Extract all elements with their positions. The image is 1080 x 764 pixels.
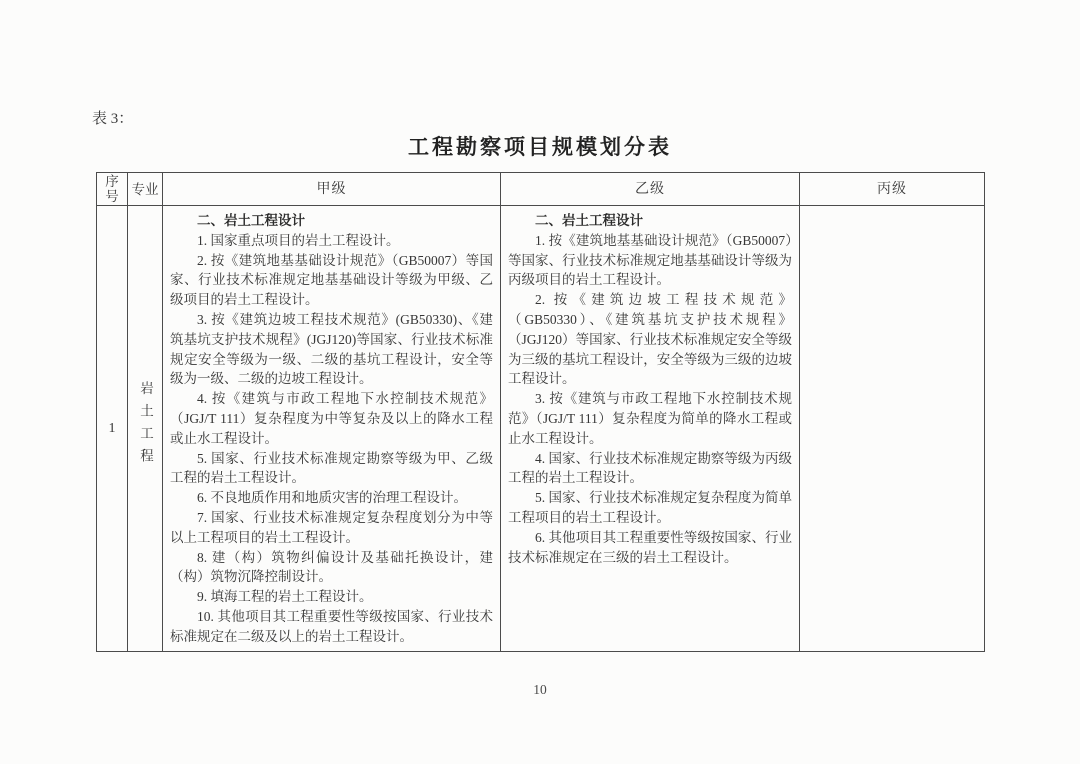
page-title: 工程勘察项目规模划分表 — [408, 135, 672, 159]
table-row — [97, 206, 985, 652]
grade-a-item: 3. 按《建筑边坡工程技术规范》(GB50330)、《建筑基坑支护技术规程》(JGJ120)等国家、行业技术标准规定安全等级为一级、二级的基坑工程设计，安全等级为一级、二级的边坡工程设计。 — [170, 311, 493, 387]
grade-a-item: 2. 按《建筑地基基础设计规范》（GB50007）等国家、行业技术标准规定地基基础设计等级为甲级、乙级项目的岩土工程设计。 — [170, 252, 493, 308]
specialty-label: 岩土工程 — [138, 381, 153, 471]
grade-b-item: 2. 按《建筑边坡工程技术规范》（GB50330）、《建筑基坑支护技术规程》（JGJ120）等国家、行业技术标准规定安全等级为三级的基坑工程设计，安全等级为三级的边坡工程设计。 — [508, 292, 792, 387]
col-header-index: 序号 — [97, 173, 128, 206]
col-header-grade-c: 丙级 — [800, 173, 985, 206]
page-number: 10 — [533, 682, 547, 697]
grade-table — [96, 172, 985, 652]
grade-a-item: 7. 国家、行业技术标准规定复杂程度划分为中等以上工程项目的岩土工程设计。 — [170, 509, 493, 545]
grade-b-item: 3. 按《建筑与市政工程地下水控制技术规范》（JGJ/T 111）复杂程度为简单的降水工程或止水工程设计。 — [508, 391, 792, 446]
col-header-specialty: 专业 — [128, 173, 163, 206]
grade-a-item: 6. 不良地质作用和地质灾害的治理工程设计。 — [197, 490, 467, 506]
grade-b-item: 1. 按《建筑地基基础设计规范》（GB50007）等国家、行业技术标准规定地基基础设计等级为丙级项目的岩土工程设计。 — [508, 232, 792, 288]
grade-c-cell — [800, 206, 985, 652]
row-index-cell: 1 — [97, 206, 128, 652]
grade-b-item: 6. 其他项目其工程重要性等级按国家、行业技术标准规定在三级的岩土工程设计。 — [508, 529, 792, 565]
col-header-grade-b: 乙级 — [501, 173, 800, 206]
table-label: 表 3： — [92, 111, 134, 127]
grade-b-item: 5. 国家、行业技术标准规定复杂程度为简单工程项目的岩土工程设计。 — [508, 490, 792, 525]
grade-a-heading: 二、岩土工程设计 — [197, 213, 305, 228]
table-header-row — [97, 173, 985, 206]
col-header-grade-a: 甲级 — [163, 173, 501, 206]
grade-a-item: 1. 国家重点项目的岩土工程设计。 — [197, 232, 400, 248]
grade-a-cell — [163, 206, 501, 652]
grade-a-item: 4. 按《建筑与市政工程地下水控制技术规范》（JGJ/T 111）复杂程度为中等复杂及以上的降水工程或止水工程设计。 — [170, 391, 493, 446]
grade-a-item: 9. 填海工程的岩土工程设计。 — [197, 589, 373, 605]
grade-a-item: 5. 国家、行业技术标准规定勘察等级为甲、乙级工程的岩土工程设计。 — [170, 450, 493, 486]
specialty-cell — [128, 206, 163, 652]
grade-b-item: 4. 国家、行业技术标准规定勘察等级为丙级工程的岩土工程设计。 — [508, 450, 792, 486]
grade-a-item: 10. 其他项目其工程重要性等级按国家、行业技术标准规定在二级及以上的岩土工程设计。 — [170, 608, 493, 644]
grade-b-cell — [501, 206, 800, 652]
grade-a-item: 8. 建（构）筑物纠偏设计及基础托换设计，建（构）筑物沉降控制设计。 — [170, 549, 493, 585]
grade-b-heading: 二、岩土工程设计 — [535, 213, 643, 228]
